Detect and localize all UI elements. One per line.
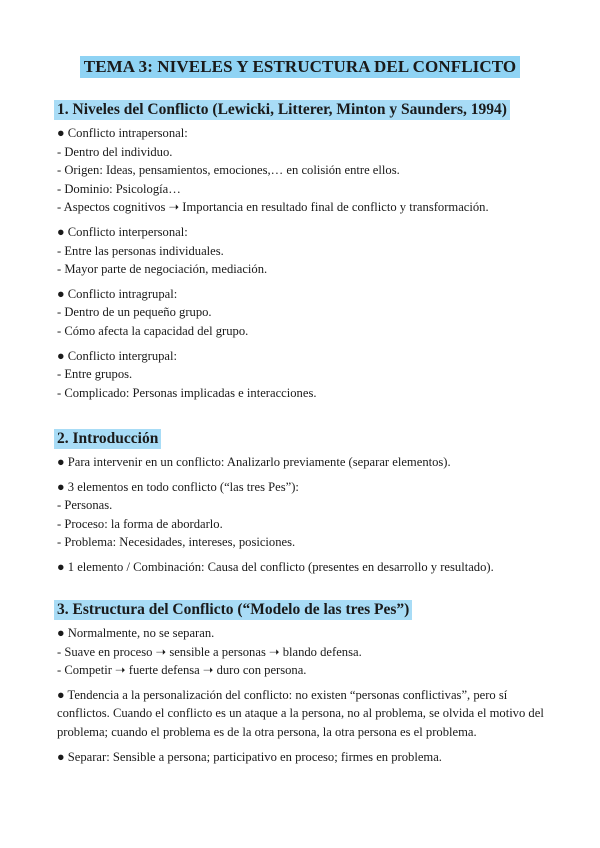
text-line: - Origen: Ideas, pensamientos, emociones,… en colisión entre ellos. (57, 163, 400, 178)
bullet-line: ● 3 elementos en todo conflicto (“las tres Pes”): (57, 479, 299, 494)
bullet-line: ● Tendencia a la personalización del conflicto: no existen “personas conflictivas”, pero sí conflictos. Cuando el conflicto es un ataque a la persona, no al problema, se olvida el motivo del problema; cuando el problema es de la otra persona, la otra persona es el problema. (57, 687, 544, 739)
bullet-line: ● Conflicto intragrupal: (57, 286, 178, 301)
text-line: - Personas. (57, 498, 113, 513)
text-line: - Suave en proceso ➝ sensible a personas ➝ blando defensa. (57, 644, 362, 659)
list-item (57, 558, 557, 577)
list-item (57, 347, 557, 403)
list-item (57, 223, 557, 279)
list-item (57, 453, 557, 472)
bullet-line: ● Conflicto intrapersonal: (57, 126, 188, 140)
list-item (57, 624, 557, 680)
text-line: - Entre grupos. (57, 367, 133, 382)
section-niveles (57, 100, 557, 408)
section-heading: 1. Niveles del Conflicto (Lewicki, Litterer, Minton y Saunders, 1994) (54, 100, 510, 120)
section-introduccion (57, 429, 557, 583)
list-item (57, 478, 557, 552)
page-title: TEMA 3: NIVELES Y ESTRUCTURA DEL CONFLICTO (80, 56, 520, 78)
bullet-line: ● Separar: Sensible a persona; participativo en proceso; firmes en problema. (57, 749, 442, 764)
text-line: - Entre las personas individuales. (57, 243, 224, 258)
text-line: - Competir ➝ fuerte defensa ➝ duro con persona. (57, 663, 307, 678)
bullet-line: ● 1 elemento / Combinación: Causa del conflicto (presentes en desarrollo y resultado). (57, 559, 494, 574)
list-item (57, 686, 557, 742)
list-item (57, 124, 557, 217)
text-line: - Dominio: Psicología… (57, 181, 181, 196)
text-line: - Problema: Necesidades, intereses, posiciones. (57, 535, 296, 550)
text-line: - Mayor parte de negociación, mediación. (57, 262, 268, 277)
bullet-line: ● Conflicto intergrupal: (57, 348, 177, 363)
list-item (57, 285, 557, 341)
text-line: - Complicado: Personas implicadas e interacciones. (57, 385, 317, 400)
text-line: - Dentro del individuo. (57, 144, 173, 159)
bullet-line: ● Conflicto interpersonal: (57, 224, 188, 239)
bullet-line: ● Normalmente, no se separan. (57, 626, 215, 640)
text-line: - Aspectos cognitivos ➝ Importancia en resultado final de conflicto y transformación. (57, 200, 489, 215)
section-estructura (57, 600, 557, 772)
section-heading: 2. Introducción (54, 429, 161, 449)
list-item (57, 748, 557, 767)
text-line: - Proceso: la forma de abordarlo. (57, 516, 223, 531)
title-container (0, 56, 600, 78)
text-line: - Dentro de un pequeño grupo. (57, 305, 212, 320)
text-line: - Cómo afecta la capacidad del grupo. (57, 323, 249, 338)
section-heading: 3. Estructura del Conflicto (“Modelo de las tres Pes”) (54, 600, 412, 620)
bullet-line: ● Para intervenir en un conflicto: Analizarlo previamente (separar elementos). (57, 455, 451, 469)
